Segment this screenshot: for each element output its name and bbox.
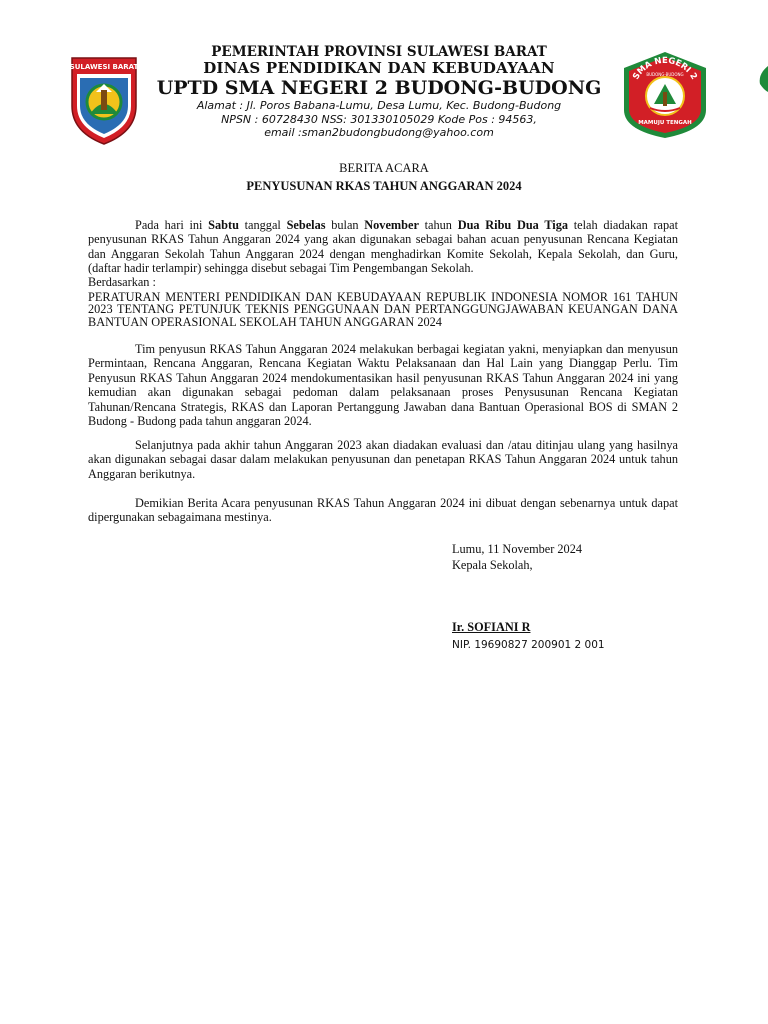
department-name: DINAS PENDIDIKAN DAN KEBUDAYAAN [203,59,555,77]
paragraph-evaluation-text: Selanjutnya pada akhir tahun Anggaran 2023 akan diadakan evaluasi dan /atau ditinjau ulang yang hasilnya akan digunakan sebagai dasar dalam melakukan penyusunan dan penetapan RKAS Tahun Anggaran 2024 untuk tahun Anggaran berikutnya. [88,438,678,481]
signatory-nip: NIP. 19690827 200901 2 001 [452,639,605,651]
year-words: Dua Ribu Dua Tiga [457,218,569,232]
regulation-reference: PERATURAN MENTERI PENDIDIKAN DAN KEBUDAYAAN REPUBLIK INDONESIA NOMOR 161 TAHUN 2023 TENTANG PETUNJUK TEKNIS PENGGUNAAN DAN PERTANGGUNGJAWABAN KEUANGAN DANA BANTUAN OPERASIONAL SEKOLAH TAHUN ANGGARAN 2024 [88,290,678,329]
left-logo-label: SULAWESI BARAT [69,63,139,71]
paragraph-evaluation [88,438,678,481]
document-title: BERITA ACARA [339,161,429,175]
right-logo-sub: BUDONG-BUDONG [646,72,684,77]
letterhead [0,40,768,140]
text-run: bulan [325,218,365,232]
text-run: Pada hari ini [135,218,209,232]
paragraph-activities-text: Tim penyusun RKAS Tahun Anggaran 2024 melakukan berbagai kegiatan yakni, menyiapkan dan menyusun Permintaan, Rencana Anggaran, Rencana Kegiatan Waktu Pelaksanaan dan Hal Lain yang Dianggap Perlu. Tim Penyusun RKAS Tahun Anggaran 2024 mendokumentasikan hasil penyusunan RKAS Tahun Anggaran 2024 ini yang kemudian akan digunakan sebagai pedoman dalam pelaksanaan proses Penysusunan Rencana Kegiatan Tahunan/Rencana Strategis, RKAS dan Laporan Pertanggung Jawaban dana Bantuan Operasional BOS di SMAN 2 Budong - Budong pada tahun anggaran 2024. [88,342,678,429]
right-logo-bottom: MAMUJU TENGAH [638,120,692,126]
date-word: Sebelas [286,218,326,232]
government-name: PEMERINTAH PROVINSI SULAWESI BARAT [211,44,547,60]
signature-position: Kepala Sekolah, [452,558,533,572]
paragraph-activities [88,342,678,428]
label-berdasarkan: Berdasarkan : [88,275,156,289]
text-run: telah diadakan rapat penyusunan RKAS Tahun Anggaran 2024 yang akan digunakan sebagai bahan acuan penyusunan Rencana Kegiatan dan Anggaran Sekolah Tahun Anggaran 2024 dengan menghadirkan Komite Sekolah, Kepala Sekolah, dan Guru, (daftar hadir terlampir) sehingga disebut sebagai Tim Pengembangan Sekolah. [88,218,679,276]
text-run: tanggal [238,218,287,232]
signatory-name: Ir. SOFIANI R [452,620,531,634]
green-leaf-mark-icon [756,66,768,92]
text-run: tahun [418,218,458,232]
paragraph-closing [88,496,678,525]
document-subtitle: PENYUSUNAN RKAS TAHUN ANGGARAN 2024 [246,179,522,193]
school-email: email :sman2budongbudong@yahoo.com [264,126,494,139]
school-ids: NPSN : 60728430 NSS: 301330105029 Kode Pos : 94563, [221,112,537,126]
right-logo-top: SMA NEGERI 2 [631,55,699,82]
signature-place-date: Lumu, 11 November 2024 [452,542,583,556]
school-address: Alamat : Jl. Poros Babana-Lumu, Desa Lumu, Kec. Budong-Budong [196,99,562,112]
sulawesi-barat-emblem-icon [66,54,142,146]
school-badge-icon [618,50,712,140]
school-name: UPTD SMA NEGERI 2 BUDONG-BUDONG [156,77,602,99]
letterhead-text [140,44,618,140]
paragraph-closing-text: Demikian Berita Acara penyusunan RKAS Tahun Anggaran 2024 ini dibuat dengan sebenarnya untuk dapat dipergunakan sebagaimana mestinya. [88,496,678,525]
day-name: Sabtu [208,218,239,232]
paragraph-opening [88,218,678,276]
month-name: November [364,218,419,232]
